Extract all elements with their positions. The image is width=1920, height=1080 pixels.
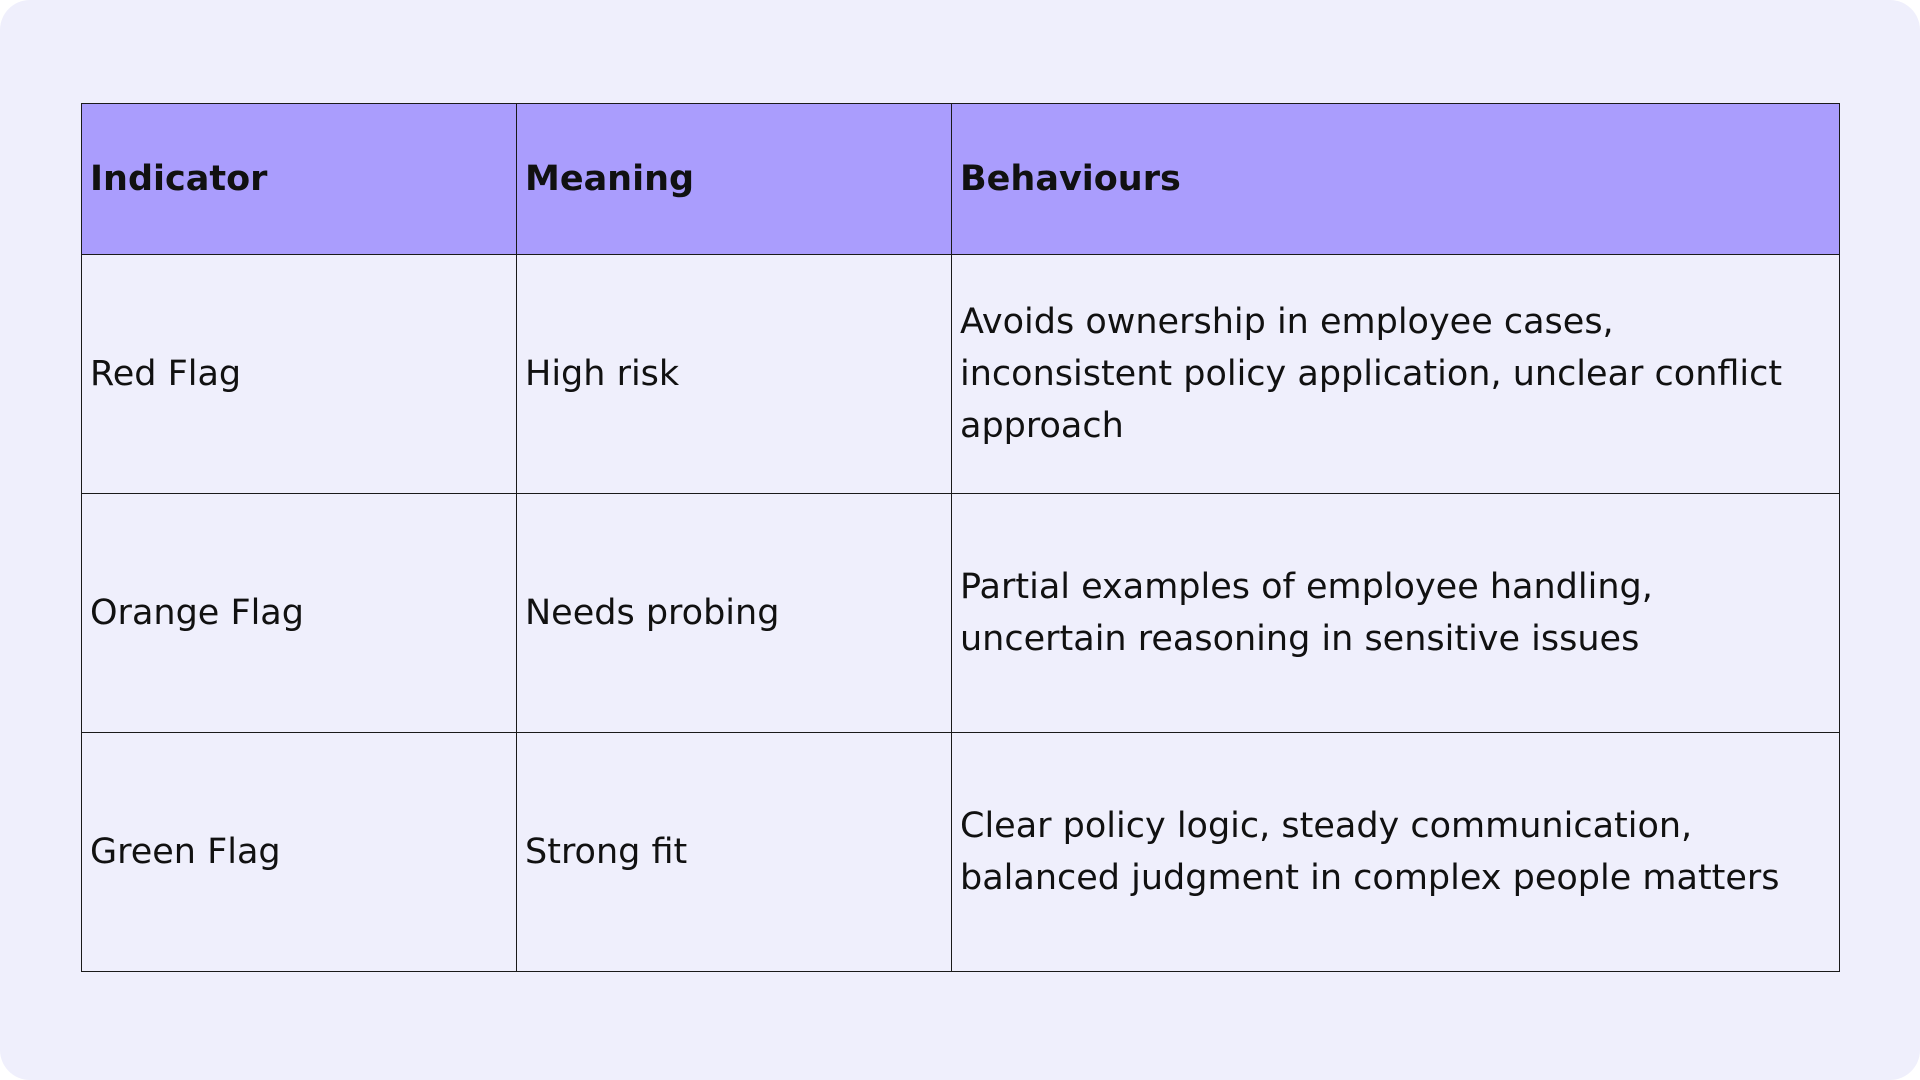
flag-indicator-table xyxy=(81,103,1840,972)
table-header-row xyxy=(82,104,1840,255)
cell-behaviours: Avoids ownership in employee cases, inconsistent policy application, unclear conflict approach xyxy=(952,255,1840,494)
cell-behaviours: Partial examples of employee handling, uncertain reasoning in sensitive issues xyxy=(952,494,1840,733)
header-indicator: Indicator xyxy=(82,104,517,255)
cell-meaning: Strong fit xyxy=(517,733,952,972)
header-meaning: Meaning xyxy=(517,104,952,255)
cell-indicator: Red Flag xyxy=(82,255,517,494)
table-row-green-flag xyxy=(82,733,1840,972)
cell-behaviours: Clear policy logic, steady communication, balanced judgment in complex people matters xyxy=(952,733,1840,972)
cell-indicator: Orange Flag xyxy=(82,494,517,733)
header-behaviours: Behaviours xyxy=(952,104,1840,255)
cell-indicator: Green Flag xyxy=(82,733,517,972)
cell-meaning: High risk xyxy=(517,255,952,494)
table-row-orange-flag xyxy=(82,494,1840,733)
table-row-red-flag xyxy=(82,255,1840,494)
cell-meaning: Needs probing xyxy=(517,494,952,733)
